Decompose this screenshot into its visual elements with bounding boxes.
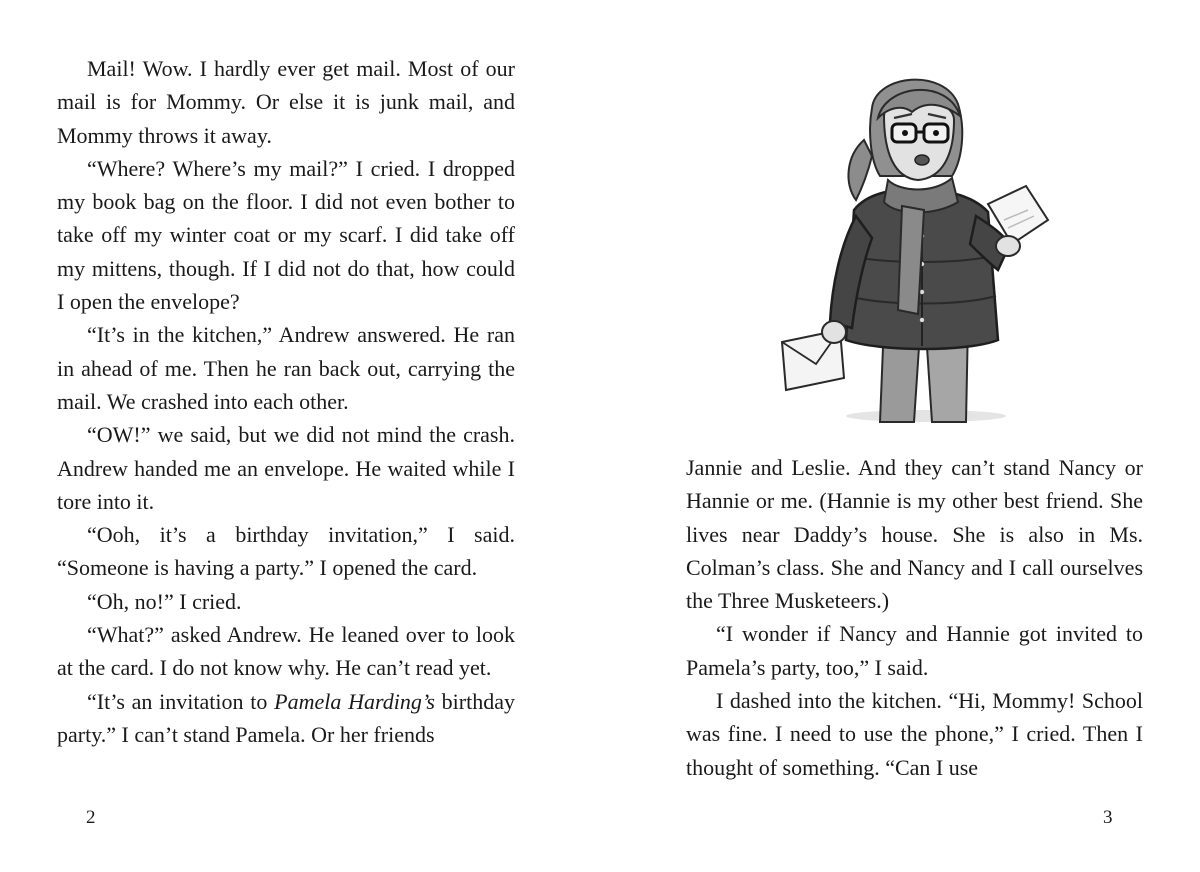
text-run: “It’s an invitation to xyxy=(87,688,275,714)
page-number: 2 xyxy=(86,807,96,828)
paragraph: “Ooh, it’s a birthday invitation,” I said. “Someone is having a party.” I opened the card. xyxy=(57,522,515,581)
paragraph: I dashed into the kitchen. “Hi, Mommy! School was fine. I need to use the phone,” I cried. Then I thought of something. “Can I use xyxy=(686,688,1143,780)
paragraph: “Oh, no!” I cried. xyxy=(87,588,242,614)
paragraph: “It’s in the kitchen,” Andrew answered. He ran in ahead of me. Then he ran back out, carrying the mail. We crashed into each other. xyxy=(57,322,515,414)
paragraph: “I wonder if Nancy and Hannie got invited to Pamela’s party, too,” I said. xyxy=(686,621,1143,680)
paragraph: “Where? Where’s my mail?” I cried. I dropped my book bag on the floor. I did not even bother to take off my winter coat or my scarf. I did take off my mittens, though. If I did not do that, how could I open the envelope? xyxy=(57,155,515,315)
paragraph: “OW!” we said, but we did not mind the crash. Andrew handed me an envelope. He waited while I tore into it. xyxy=(57,422,515,514)
left-page-text xyxy=(57,52,515,751)
text-run: birthday party.” I can’t stand Pamela. Or her friends xyxy=(57,688,515,747)
paragraph: Mail! Wow. I hardly ever get mail. Most of our mail is for Mommy. Or else it is junk mail, and Mommy throws it away. xyxy=(57,56,515,148)
italic-name: Pamela Harding’s xyxy=(274,688,435,714)
right-page-text xyxy=(686,451,1143,784)
paragraph xyxy=(57,685,515,752)
paragraph: “What?” asked Andrew. He leaned over to look at the card. I do not know why. He can’t read yet. xyxy=(57,622,515,681)
paragraph: Jannie and Leslie. And they can’t stand Nancy or Hannie or me. (Hannie is my other best friend. She lives near Daddy’s house. She is also in Ms. Colman’s class. She and Nancy and I call ourselves the Three Musketeers.) xyxy=(686,455,1143,614)
page-number: 3 xyxy=(1103,807,1113,828)
girl-holding-letter-illustration xyxy=(776,60,1056,426)
right-page xyxy=(600,0,1200,872)
